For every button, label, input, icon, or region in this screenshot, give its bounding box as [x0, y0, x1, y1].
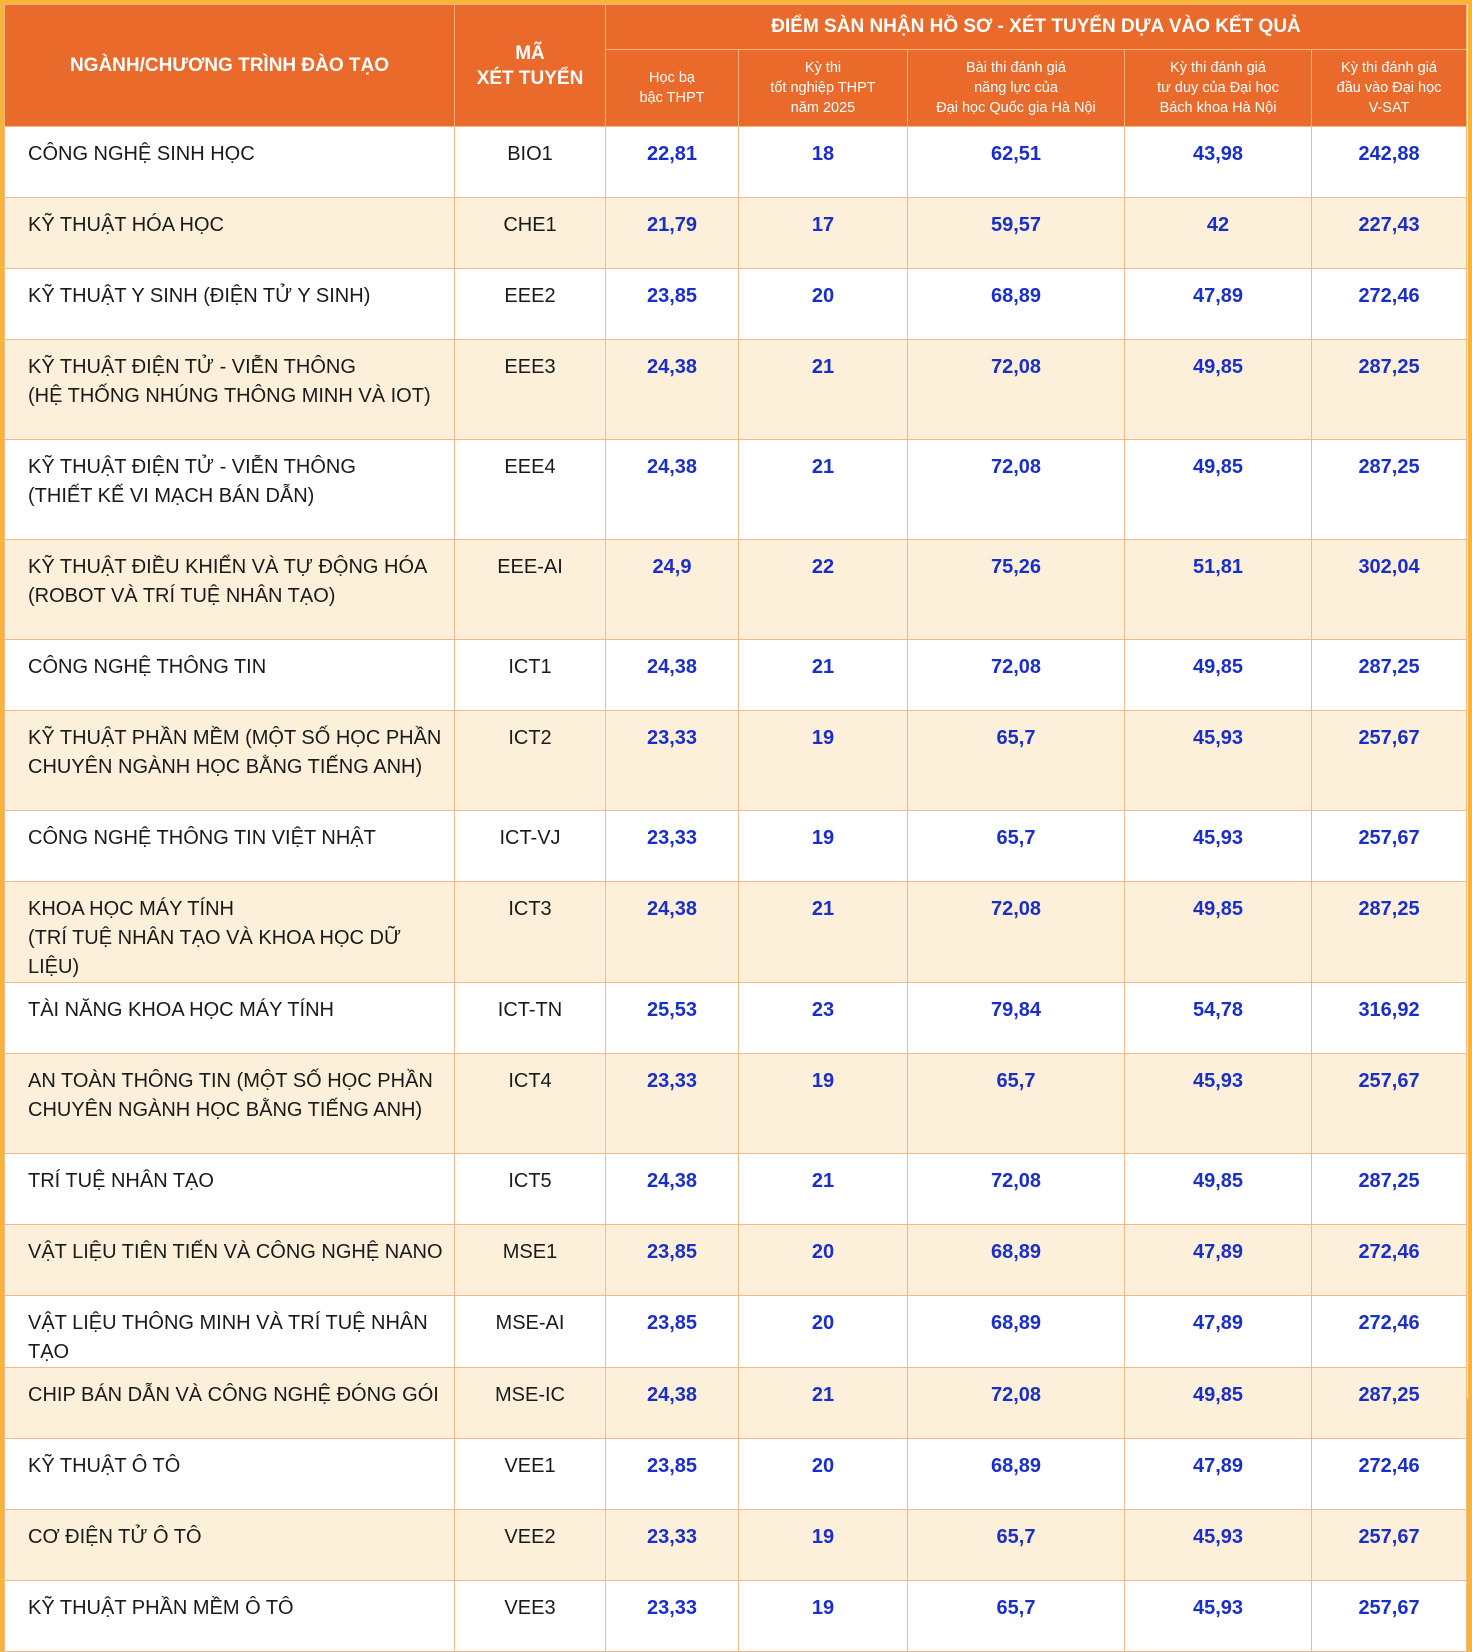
score-cell-2: 19	[739, 1510, 908, 1581]
score-cell-3: 68,89	[908, 1439, 1125, 1510]
score-cell-5: 316,92	[1312, 983, 1467, 1054]
program-name-cell	[5, 440, 455, 540]
score-cell-3: 65,7	[908, 711, 1125, 811]
score-cell-1: 23,85	[606, 1439, 739, 1510]
program-code-cell: VEE3	[455, 1581, 606, 1652]
program-code-cell: MSE-AI	[455, 1296, 606, 1368]
score-cell-1: 24,38	[606, 882, 739, 983]
program-name-line1: VẬT LIỆU THÔNG MINH VÀ TRÍ TUỆ NHÂN TẠO	[28, 1312, 428, 1363]
score-cell-5: 227,43	[1312, 198, 1467, 269]
program-name-line1: KỸ THUẬT PHẦN MỀM (MỘT SỐ HỌC PHẦN	[28, 727, 442, 749]
score-cell-1: 23,33	[606, 1510, 739, 1581]
score-cell-2: 20	[739, 269, 908, 340]
program-name-cell	[5, 983, 455, 1054]
score-cell-2: 20	[739, 1296, 908, 1368]
score-cell-5: 287,25	[1312, 440, 1467, 540]
program-code-cell: ICT-VJ	[455, 811, 606, 882]
table-row	[5, 811, 1467, 882]
score-cell-1: 24,38	[606, 1154, 739, 1225]
table-row	[5, 1054, 1467, 1154]
subheader-line2: tư duy của Đại học	[1157, 80, 1279, 96]
score-cell-2: 19	[739, 711, 908, 811]
score-cell-3: 72,08	[908, 440, 1125, 540]
program-name-cell	[5, 1581, 455, 1652]
score-cell-5: 287,25	[1312, 640, 1467, 711]
score-cell-2: 17	[739, 198, 908, 269]
program-name-line1: TRÍ TUỆ NHÂN TẠO	[28, 1170, 214, 1192]
program-code-cell: VEE1	[455, 1439, 606, 1510]
score-cell-1: 21,79	[606, 198, 739, 269]
program-code-cell: MSE1	[455, 1225, 606, 1296]
score-cell-2: 21	[739, 1154, 908, 1225]
subheader-line2: bậc THPT	[639, 90, 705, 106]
subheader-line3: năm 2025	[790, 100, 856, 116]
program-name-cell	[5, 1510, 455, 1581]
program-name-line1: KỸ THUẬT HÓA HỌC	[28, 214, 224, 236]
score-cell-5: 257,67	[1312, 1510, 1467, 1581]
program-name-cell	[5, 711, 455, 811]
program-name-cell	[5, 1439, 455, 1510]
score-cell-1: 24,38	[606, 340, 739, 440]
score-cell-1: 23,85	[606, 269, 739, 340]
score-cell-4: 54,78	[1125, 983, 1312, 1054]
program-name-cell	[5, 127, 455, 198]
program-name-line1: CÔNG NGHỆ SINH HỌC	[28, 143, 255, 165]
score-cell-3: 65,7	[908, 1054, 1125, 1154]
subheader-line3: Bách khoa Hà Nội	[1159, 100, 1277, 116]
program-name-line1: KỸ THUẬT ĐIỆN TỬ - VIỄN THÔNG	[28, 356, 356, 378]
score-subheader-4	[1125, 50, 1312, 127]
score-cell-3: 65,7	[908, 1581, 1125, 1652]
score-cell-4: 47,89	[1125, 1225, 1312, 1296]
score-cell-2: 21	[739, 882, 908, 983]
program-column-header: NGÀNH/CHƯƠNG TRÌNH ĐÀO TẠO	[5, 5, 455, 127]
program-code-cell: CHE1	[455, 198, 606, 269]
score-cell-1: 24,38	[606, 1368, 739, 1439]
score-cell-4: 51,81	[1125, 540, 1312, 640]
score-cell-5: 272,46	[1312, 1439, 1467, 1510]
subheader-line2: tốt nghiệp THPT	[770, 80, 876, 96]
score-cell-3: 65,7	[908, 811, 1125, 882]
table-row	[5, 127, 1467, 198]
score-cell-2: 18	[739, 127, 908, 198]
table-row	[5, 711, 1467, 811]
score-cell-5: 272,46	[1312, 1296, 1467, 1368]
program-code-cell: ICT2	[455, 711, 606, 811]
score-cell-3: 72,08	[908, 340, 1125, 440]
score-cell-5: 257,67	[1312, 1581, 1467, 1652]
score-cell-2: 20	[739, 1225, 908, 1296]
program-name-line2: (THIẾT KẾ VI MẠCH BÁN DẪN)	[28, 485, 315, 507]
program-name-cell	[5, 1225, 455, 1296]
program-name-cell	[5, 640, 455, 711]
program-name-line1: KHOA HỌC MÁY TÍNH	[28, 898, 234, 920]
score-cell-2: 21	[739, 340, 908, 440]
table-row	[5, 1154, 1467, 1225]
program-code-cell: BIO1	[455, 127, 606, 198]
program-code-cell: EEE2	[455, 269, 606, 340]
program-code-cell: EEE4	[455, 440, 606, 540]
score-cell-2: 19	[739, 1054, 908, 1154]
score-cell-4: 45,93	[1125, 1054, 1312, 1154]
code-header-line1: MÃ	[515, 42, 545, 64]
score-cell-1: 25,53	[606, 983, 739, 1054]
score-cell-3: 62,51	[908, 127, 1125, 198]
program-name-cell	[5, 340, 455, 440]
score-cell-3: 68,89	[908, 269, 1125, 340]
program-code-cell: ICT4	[455, 1054, 606, 1154]
table-row	[5, 1510, 1467, 1581]
code-column-header	[455, 5, 606, 127]
subheader-line1: Kỳ thi đánh giá	[1170, 60, 1266, 76]
table-row	[5, 1439, 1467, 1510]
score-cell-4: 49,85	[1125, 640, 1312, 711]
score-cell-2: 21	[739, 440, 908, 540]
score-cell-1: 24,38	[606, 440, 739, 540]
program-name-line1: CÔNG NGHỆ THÔNG TIN VIỆT NHẬT	[28, 827, 376, 849]
subheader-line2: đầu vào Đại học	[1336, 80, 1442, 96]
program-code-cell: EEE-AI	[455, 540, 606, 640]
program-name-line2: CHUYÊN NGÀNH HỌC BẰNG TIẾNG ANH)	[28, 1099, 423, 1121]
score-cell-5: 287,25	[1312, 882, 1467, 983]
score-cell-2: 21	[739, 1368, 908, 1439]
score-cell-4: 45,93	[1125, 1581, 1312, 1652]
score-cell-3: 72,08	[908, 1368, 1125, 1439]
score-cell-4: 49,85	[1125, 1368, 1312, 1439]
admission-score-table	[4, 4, 1467, 1652]
table-row	[5, 1368, 1467, 1439]
program-code-cell: ICT5	[455, 1154, 606, 1225]
score-cell-2: 22	[739, 540, 908, 640]
score-cell-1: 24,9	[606, 540, 739, 640]
program-name-line2: (HỆ THỐNG NHÚNG THÔNG MINH VÀ IOT)	[28, 385, 431, 407]
program-name-cell	[5, 1154, 455, 1225]
program-name-line1: KỸ THUẬT PHẦN MỀM Ô TÔ	[28, 1597, 294, 1619]
score-cell-4: 47,89	[1125, 1439, 1312, 1510]
program-name-line1: KỸ THUẬT Y SINH (ĐIỆN TỬ Y SINH)	[28, 285, 371, 307]
score-table-frame	[4, 4, 1468, 1619]
program-name-line1: TÀI NĂNG KHOA HỌC MÁY TÍNH	[28, 999, 334, 1021]
score-cell-4: 49,85	[1125, 340, 1312, 440]
program-name-line2: (TRÍ TUỆ NHÂN TẠO VÀ KHOA HỌC DỮ LIỆU)	[28, 927, 402, 978]
score-cell-4: 49,85	[1125, 440, 1312, 540]
score-cell-4: 49,85	[1125, 1154, 1312, 1225]
score-cell-5: 257,67	[1312, 811, 1467, 882]
score-cell-4: 42	[1125, 198, 1312, 269]
score-cell-5: 287,25	[1312, 1154, 1467, 1225]
subheader-line1: Kỳ thi đánh giá	[1341, 60, 1437, 76]
score-cell-4: 45,93	[1125, 711, 1312, 811]
table-row	[5, 269, 1467, 340]
score-cell-3: 72,08	[908, 1154, 1125, 1225]
table-header	[5, 5, 1467, 127]
program-name-cell	[5, 269, 455, 340]
program-name-line2: (ROBOT VÀ TRÍ TUỆ NHÂN TẠO)	[28, 585, 336, 607]
program-name-cell	[5, 540, 455, 640]
score-cell-5: 272,46	[1312, 269, 1467, 340]
table-row	[5, 1225, 1467, 1296]
program-name-cell	[5, 198, 455, 269]
table-row	[5, 1296, 1467, 1368]
program-name-line1: CHIP BÁN DẪN VÀ CÔNG NGHỆ ĐÓNG GÓI	[28, 1384, 439, 1406]
program-name-cell	[5, 882, 455, 983]
program-name-line1: KỸ THUẬT Ô TÔ	[28, 1455, 181, 1477]
score-cell-3: 68,89	[908, 1225, 1125, 1296]
subheader-line1: Học bạ	[649, 70, 695, 86]
score-cell-3: 65,7	[908, 1510, 1125, 1581]
score-cell-4: 49,85	[1125, 882, 1312, 983]
score-cell-2: 21	[739, 640, 908, 711]
subheader-line3: Đại học Quốc gia Hà Nội	[936, 100, 1096, 116]
program-name-cell	[5, 811, 455, 882]
table-row	[5, 983, 1467, 1054]
score-subheader-1	[606, 50, 739, 127]
score-cell-1: 23,85	[606, 1225, 739, 1296]
program-name-line1: VẬT LIỆU TIÊN TIẾN VÀ CÔNG NGHỆ NANO	[28, 1241, 443, 1263]
subheader-line3: V-SAT	[1368, 100, 1410, 116]
score-cell-4: 47,89	[1125, 1296, 1312, 1368]
score-cell-4: 43,98	[1125, 127, 1312, 198]
score-cell-1: 23,33	[606, 711, 739, 811]
program-code-cell: ICT1	[455, 640, 606, 711]
table-row	[5, 198, 1467, 269]
table-row	[5, 640, 1467, 711]
score-cell-2: 19	[739, 811, 908, 882]
program-code-cell: ICT-TN	[455, 983, 606, 1054]
program-name-line2: CHUYÊN NGÀNH HỌC BẰNG TIẾNG ANH)	[28, 756, 423, 778]
score-cell-1: 23,85	[606, 1296, 739, 1368]
subheader-line1: Bài thi đánh giá	[966, 60, 1066, 76]
score-cell-3: 59,57	[908, 198, 1125, 269]
score-cell-4: 45,93	[1125, 1510, 1312, 1581]
table-body	[5, 127, 1467, 1652]
score-cell-1: 23,33	[606, 1581, 739, 1652]
score-subheader-3	[908, 50, 1125, 127]
score-subheader-5	[1312, 50, 1467, 127]
score-cell-1: 23,33	[606, 1054, 739, 1154]
program-name-line1: KỸ THUẬT ĐIỀU KHIỂN VÀ TỰ ĐỘNG HÓA	[28, 556, 428, 578]
score-cell-3: 72,08	[908, 882, 1125, 983]
table-row	[5, 1581, 1467, 1652]
score-subheader-2	[739, 50, 908, 127]
score-cell-5: 272,46	[1312, 1225, 1467, 1296]
score-cell-3: 75,26	[908, 540, 1125, 640]
table-row	[5, 540, 1467, 640]
score-cell-1: 23,33	[606, 811, 739, 882]
program-name-cell	[5, 1296, 455, 1368]
program-name-line1: CÔNG NGHỆ THÔNG TIN	[28, 656, 267, 678]
table-row	[5, 440, 1467, 540]
program-code-cell: MSE-IC	[455, 1368, 606, 1439]
score-group-header: ĐIỂM SÀN NHẬN HỒ SƠ - XÉT TUYỂN DỰA VÀO KẾT QUẢ	[606, 5, 1467, 50]
score-cell-3: 68,89	[908, 1296, 1125, 1368]
program-name-cell	[5, 1368, 455, 1439]
score-cell-4: 45,93	[1125, 811, 1312, 882]
score-cell-3: 72,08	[908, 640, 1125, 711]
score-cell-5: 287,25	[1312, 1368, 1467, 1439]
table-row	[5, 882, 1467, 983]
score-cell-1: 24,38	[606, 640, 739, 711]
score-cell-2: 20	[739, 1439, 908, 1510]
score-cell-5: 257,67	[1312, 711, 1467, 811]
score-cell-5: 242,88	[1312, 127, 1467, 198]
program-code-cell: EEE3	[455, 340, 606, 440]
subheader-line1: Kỳ thi	[804, 60, 842, 76]
score-cell-3: 79,84	[908, 983, 1125, 1054]
score-cell-2: 19	[739, 1581, 908, 1652]
score-cell-4: 47,89	[1125, 269, 1312, 340]
program-code-cell: ICT3	[455, 882, 606, 983]
score-cell-5: 257,67	[1312, 1054, 1467, 1154]
score-cell-5: 287,25	[1312, 340, 1467, 440]
program-name-cell	[5, 1054, 455, 1154]
score-cell-5: 302,04	[1312, 540, 1467, 640]
program-name-line1: AN TOÀN THÔNG TIN (MỘT SỐ HỌC PHẦN	[28, 1070, 433, 1092]
score-cell-2: 23	[739, 983, 908, 1054]
program-code-cell: VEE2	[455, 1510, 606, 1581]
score-cell-1: 22,81	[606, 127, 739, 198]
program-name-line1: KỸ THUẬT ĐIỆN TỬ - VIỄN THÔNG	[28, 456, 356, 478]
code-header-line2: XÉT TUYỂN	[476, 67, 584, 89]
table-row	[5, 340, 1467, 440]
subheader-line2: năng lực của	[974, 80, 1058, 96]
program-name-line1: CƠ ĐIỆN TỬ Ô TÔ	[28, 1526, 202, 1548]
